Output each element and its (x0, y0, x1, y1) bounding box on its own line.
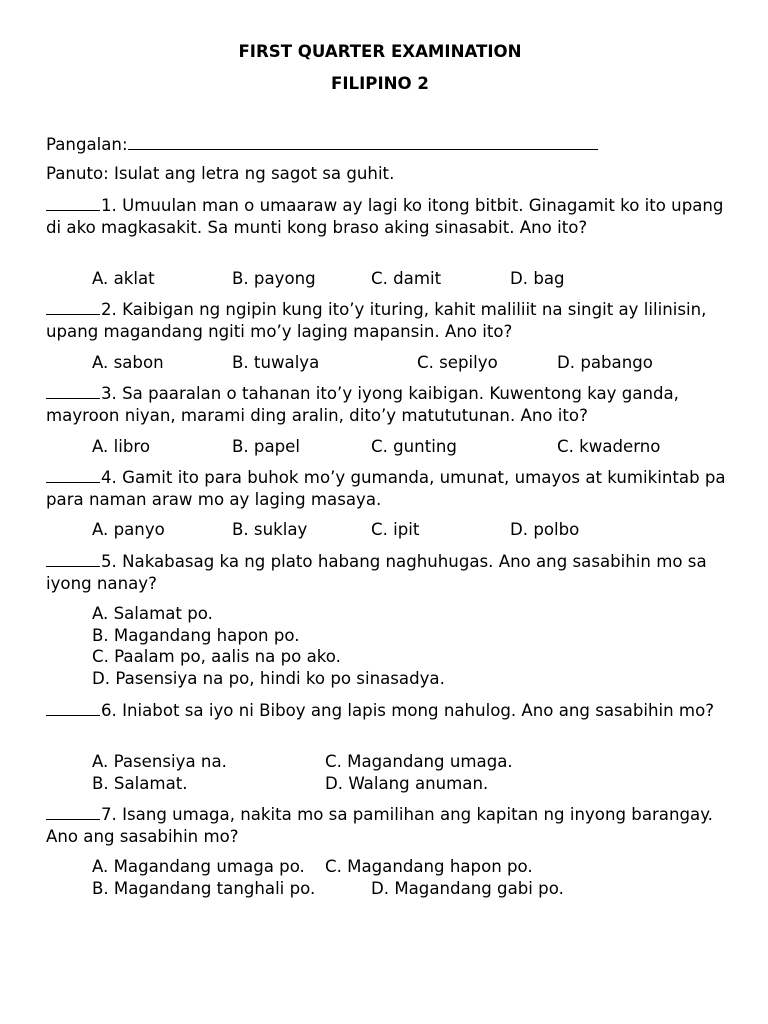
option: C. ipit (371, 520, 420, 539)
name-line (46, 133, 598, 156)
option: C. Magandang hapon po. (325, 857, 533, 876)
question-5 (46, 550, 726, 595)
option: C. damit (371, 269, 442, 288)
option: B. Magandang hapon po. (92, 626, 300, 645)
option: B. suklay (232, 520, 308, 539)
question-text: 1. Umuulan man o umaaraw ay lagi ko itong bitbit. Ginagamit ko ito upang di ako magkasakit. Sa munti kong braso aking sinasabit. Ano ito? (46, 196, 724, 237)
option: A. libro (92, 437, 150, 456)
option: D. Pasensiya na po, hindi ko po sinasadya. (92, 669, 445, 688)
option: D. pabango (557, 353, 653, 372)
question-text: 4. Gamit ito para buhok mo’y gumanda, umunat, umayos at kumikintab pa para naman araw mo ay laging masaya. (46, 468, 726, 509)
question-6 (46, 699, 726, 722)
exam-title: FIRST QUARTER EXAMINATION (238, 42, 522, 61)
option: B. papel (232, 437, 300, 456)
option: B. Magandang tanghali po. (92, 879, 316, 898)
option: C. Magandang umaga. (325, 752, 513, 771)
option: D. bag (510, 269, 565, 288)
name-blank[interactable] (128, 133, 598, 150)
option: C. Paalam po, aalis na po ako. (92, 647, 341, 666)
option: D. Magandang gabi po. (371, 879, 564, 898)
answer-blank[interactable] (46, 382, 100, 399)
answer-blank[interactable] (46, 699, 100, 716)
option: A. sabon (92, 353, 164, 372)
option: C. sepilyo (417, 353, 498, 372)
subject-title: FILIPINO 2 (331, 74, 429, 93)
answer-blank[interactable] (46, 194, 100, 211)
option: A. aklat (92, 269, 155, 288)
option: B. tuwalya (232, 353, 320, 372)
question-text: 3. Sa paaralan o tahanan ito’y iyong kaibigan. Kuwentong kay ganda, mayroon niyan, marami ding aralin, dito’y matututunan. Ano ito? (46, 384, 679, 425)
question-text: 5. Nakabasag ka ng plato habang naghuhugas. Ano ang sasabihin mo sa iyong nanay? (46, 552, 707, 593)
option: C. gunting (371, 437, 457, 456)
option: B. payong (232, 269, 316, 288)
question-2 (46, 298, 726, 343)
option: A. panyo (92, 520, 165, 539)
option: C. kwaderno (557, 437, 661, 456)
option: A. Magandang umaga po. (92, 857, 305, 876)
question-4 (46, 466, 726, 511)
answer-blank[interactable] (46, 803, 100, 820)
question-1 (46, 194, 726, 239)
question-text: 7. Isang umaga, nakita mo sa pamilihan ang kapitan ng inyong barangay. Ano ang sasabihin mo? (46, 805, 713, 846)
question-text: 6. Iniabot sa iyo ni Biboy ang lapis mong nahulog. Ano ang sasabihin mo? (101, 701, 715, 720)
instructions: Panuto: Isulat ang letra ng sagot sa guhit. (46, 164, 395, 183)
option: D. Walang anuman. (325, 774, 489, 793)
option: A. Salamat po. (92, 604, 213, 623)
name-label: Pangalan: (46, 135, 128, 154)
answer-blank[interactable] (46, 550, 100, 567)
question-7 (46, 803, 726, 848)
question-text: 2. Kaibigan ng ngipin kung ito’y ituring, kahit maliliit na singit ay lilinisin, upang magandang ngiti mo’y laging mapansin. Ano ito? (46, 300, 707, 341)
answer-blank[interactable] (46, 298, 100, 315)
option: D. polbo (510, 520, 580, 539)
option: B. Salamat. (92, 774, 188, 793)
answer-blank[interactable] (46, 466, 100, 483)
option: A. Pasensiya na. (92, 752, 227, 771)
question-3 (46, 382, 726, 427)
